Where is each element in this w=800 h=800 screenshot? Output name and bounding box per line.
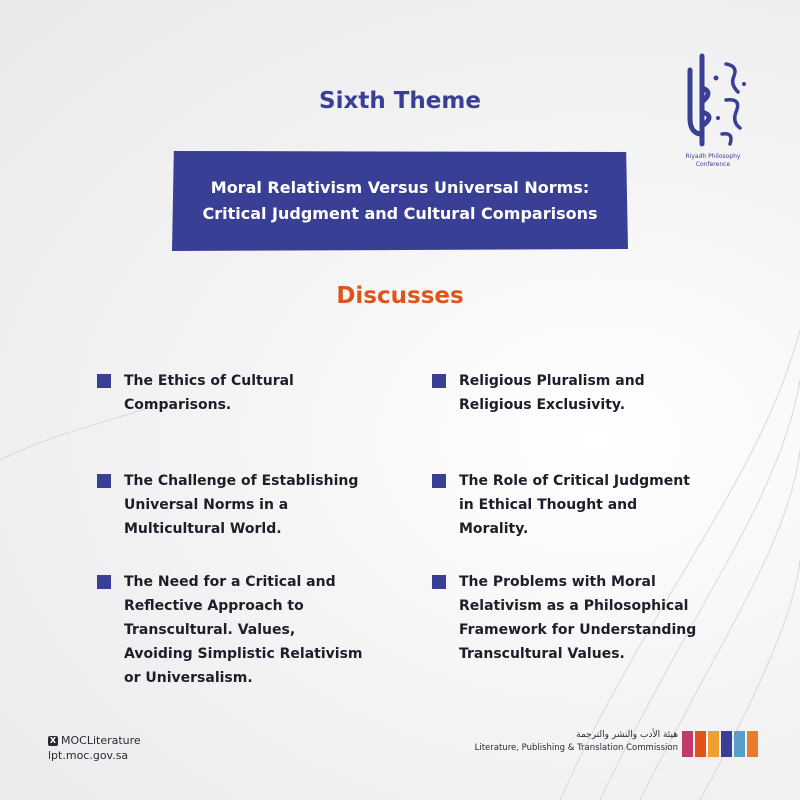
bullet-square-icon xyxy=(97,374,111,388)
item-line: Comparisons. xyxy=(124,397,232,413)
commission-arabic: هيئة الأدب والنشر والترجمة xyxy=(576,730,678,740)
item-line: Multicultural World. xyxy=(124,521,282,537)
bullet-square-icon xyxy=(97,575,111,589)
social-footer xyxy=(48,733,141,763)
x-icon: X xyxy=(49,735,57,745)
item-line: The Problems with Moral xyxy=(459,574,656,590)
social-handle[interactable]: MOCLiterature xyxy=(61,734,141,747)
theme-title: Sixth Theme xyxy=(319,88,481,114)
bullet-square-icon xyxy=(432,474,446,488)
item-line: or Universalism. xyxy=(124,670,253,686)
commission-logo xyxy=(682,731,758,757)
item-line: Framework for Understanding xyxy=(459,622,697,638)
item-line: The Need for a Critical and xyxy=(124,574,336,590)
item-line: The Ethics of Cultural xyxy=(124,373,294,389)
logo-caption xyxy=(674,153,752,169)
logo-caption-line: Conference xyxy=(695,161,731,168)
item-line: The Challenge of Establishing xyxy=(124,473,359,489)
logo-caption-line: Riyadh Philosophy xyxy=(685,153,741,160)
item-line: Reflective Approach to xyxy=(124,598,304,614)
item-line: Transcultural. Values, xyxy=(124,622,296,638)
commission-name xyxy=(470,729,678,755)
item-line: Avoiding Simplistic Relativism xyxy=(124,646,363,662)
bullet-square-icon xyxy=(432,575,446,589)
banner-line: Critical Judgment and Cultural Comparisons xyxy=(202,204,598,223)
item-line: Relativism as a Philosophical xyxy=(459,598,689,614)
item-line: Religious Exclusivity. xyxy=(459,397,626,413)
item-line: Morality. xyxy=(459,521,529,537)
banner-line: Moral Relativism Versus Universal Norms: xyxy=(210,178,590,197)
item-line: Universal Norms in a xyxy=(124,497,289,513)
item-line: in Ethical Thought and xyxy=(459,497,638,513)
bullet-square-icon xyxy=(432,374,446,388)
discusses-heading: Discusses xyxy=(336,283,464,309)
theme-banner-text xyxy=(172,151,628,251)
item-line: Religious Pluralism and xyxy=(459,373,645,389)
website-link[interactable]: lpt.moc.gov.sa xyxy=(48,749,129,762)
item-line: Transcultural Values. xyxy=(459,646,625,662)
commission-english: Literature, Publishing & Translation Commission xyxy=(474,743,678,753)
bullet-square-icon xyxy=(97,474,111,488)
item-line: The Role of Critical Judgment xyxy=(459,473,690,489)
